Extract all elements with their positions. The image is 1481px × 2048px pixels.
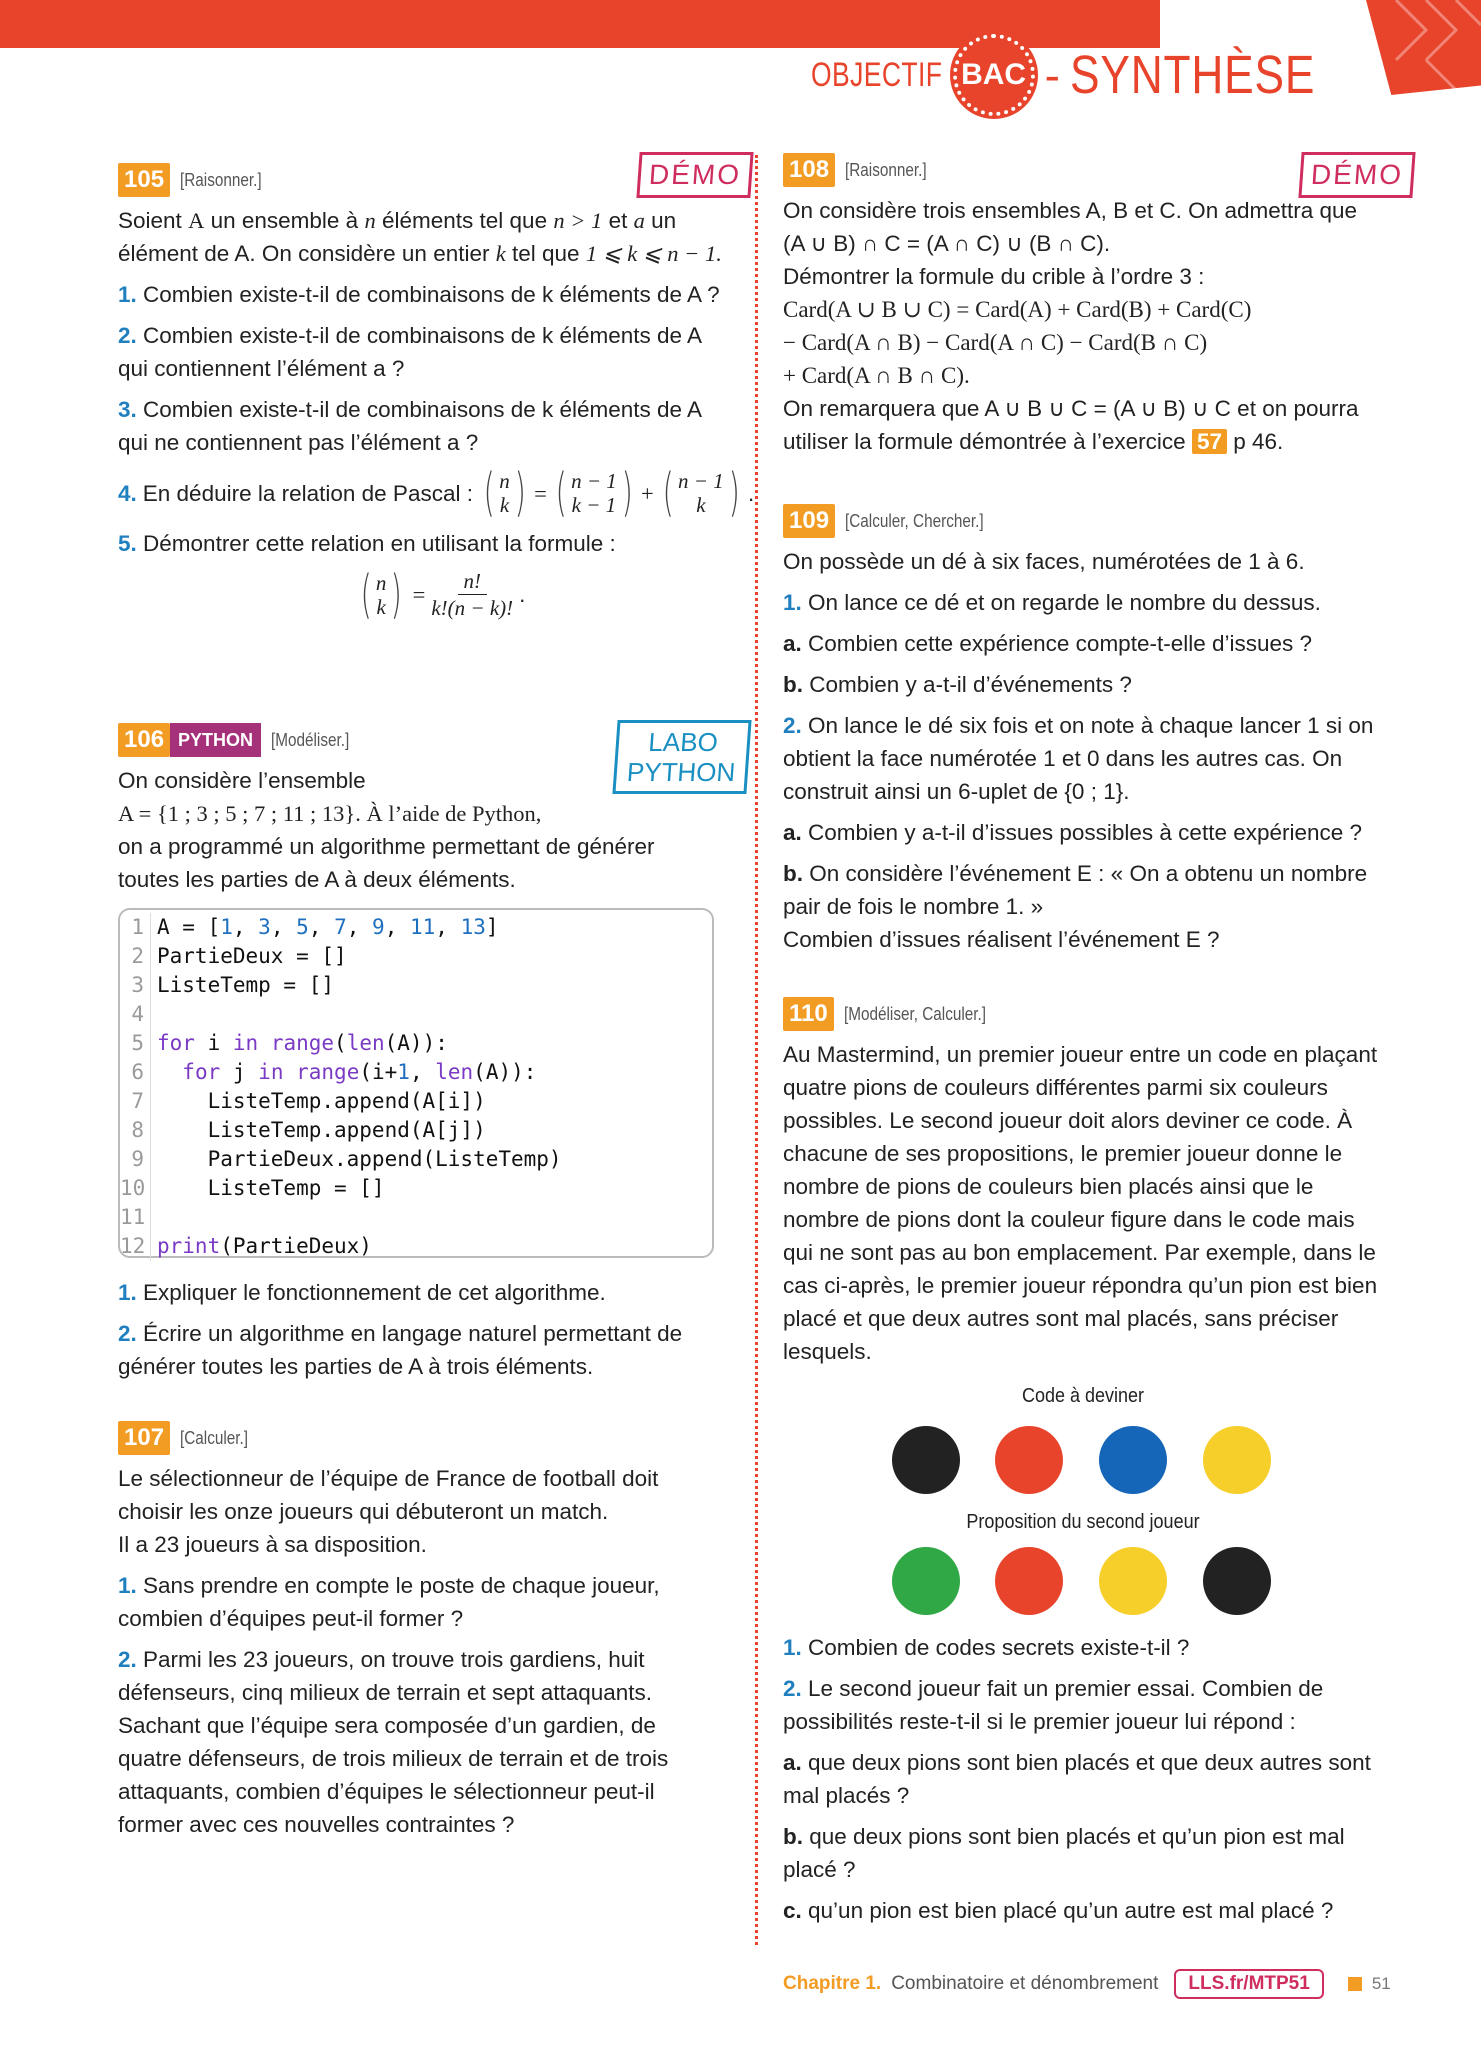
demo-badge: DÉMO [1298, 152, 1415, 198]
math: . [519, 582, 526, 607]
binomial: ( n − 1 k − 1 ) [555, 463, 633, 523]
exercise-text [118, 830, 718, 896]
exercise-intro [118, 764, 618, 797]
text: un ensemble à [210, 208, 359, 233]
question-2a [783, 1746, 1388, 1812]
math: k [495, 241, 506, 266]
question-1 [118, 278, 723, 311]
text: éléments tel que [381, 208, 548, 233]
numerator: n! [458, 568, 488, 595]
question-text: Démontrer cette relation en utilisant la formule : [143, 531, 616, 556]
question-2b [783, 1820, 1388, 1886]
proposal-caption: Proposition du second joueur [966, 1511, 1200, 1533]
question-number: 2. [118, 1321, 137, 1346]
question-letter: a. [783, 820, 802, 845]
question-letter: b. [783, 672, 803, 697]
code-block [118, 908, 714, 1258]
exercise-number: 108 [783, 153, 835, 187]
question-text: Combien cette expérience compte-t-elle d’issues ? [808, 631, 1313, 656]
code-line [120, 1000, 712, 1029]
question-2 [118, 1317, 718, 1383]
header-bac-badge: BAC [953, 34, 1035, 116]
proposal-peg [995, 1547, 1063, 1615]
exercise-header [118, 162, 723, 198]
math: = [534, 480, 547, 506]
question-text: On lance ce dé et on regarde le nombre du dessus. [808, 590, 1321, 615]
code-line [120, 1203, 712, 1232]
question-text: Combien existe-t-il de combinaisons de k éléments de A qui ne contiennent pas l’élément a ? [118, 397, 701, 455]
question-text: Combien existe-t-il de combinaisons de k éléments de A ? [143, 282, 720, 307]
question-number: 1. [783, 590, 802, 615]
question-1 [118, 1276, 718, 1309]
header-objectif: OBJECTIF [811, 55, 943, 94]
text: On considère l’ensemble [118, 768, 366, 793]
question-5 [118, 527, 723, 560]
question-2a [783, 816, 1393, 849]
code-peg [1203, 1426, 1271, 1494]
math: n > 1 [553, 208, 603, 233]
code-line [120, 1058, 712, 1087]
badge-line: PYTHON [625, 757, 737, 787]
math: n − 1 [678, 469, 724, 493]
code-line [120, 1029, 712, 1058]
exercise-intro [783, 545, 1393, 578]
question-number: 1. [118, 1280, 137, 1305]
code-text: PartieDeux.append(ListeTemp) [150, 1145, 562, 1174]
question-number: 2. [118, 323, 137, 348]
proposal-peg [1099, 1547, 1167, 1615]
footer-title: Combinatoire et dénombrement [891, 1973, 1159, 1994]
question-letter: b. [783, 1824, 803, 1849]
code-line [120, 942, 712, 971]
math: = [412, 582, 426, 607]
question-text: Écrire un algorithme en langage naturel permettant de générer toutes les parties de A à trois éléments. [118, 1321, 683, 1379]
text: On remarquera que A ∪ B ∪ C = (A ∪ B) ∪ C et on pourra utiliser la formule démontrée à l’exercice [783, 396, 1359, 454]
text: un élément de A. On considère un entier [118, 208, 677, 266]
exercise-109 [783, 503, 1393, 964]
header-dash: - [1044, 49, 1060, 101]
line-number: 10 [120, 1176, 146, 1200]
exercise-text [783, 260, 1383, 293]
text: Soient [118, 208, 182, 233]
exercise-set [118, 797, 718, 830]
footer-chapter: Chapitre 1. [783, 1973, 882, 1994]
question-2 [783, 709, 1393, 808]
code-line [120, 1116, 712, 1145]
labo-python-badge [612, 720, 752, 794]
code-peg [995, 1426, 1063, 1494]
question-number: 5. [118, 531, 137, 556]
question-letter: c. [783, 1898, 802, 1923]
code-text: for j in range(i+1, len(A)): [150, 1058, 536, 1087]
question-letter: a. [783, 631, 802, 656]
line-number: 9 [131, 1147, 144, 1171]
page-footer [783, 1964, 1391, 2004]
math: n − 1 [571, 469, 617, 493]
code-peg [1099, 1426, 1167, 1494]
question-text: Expliquer le fonctionnement de cet algorithme. [143, 1280, 606, 1305]
code-text: PartieDeux = [] [150, 942, 347, 971]
exercise-skill: [Modéliser.] [271, 729, 350, 750]
math: . [748, 480, 755, 506]
exercise-skill: [Calculer, Chercher.] [845, 510, 984, 531]
question-text: que deux pions sont bien placés et qu’un pion est mal placé ? [783, 1824, 1345, 1882]
math: 1 ⩽ k ⩽ n − 1. [585, 241, 722, 266]
page-number: 51 [1371, 1974, 1391, 1993]
footer-square-icon [1348, 1977, 1362, 1991]
question-4 [118, 463, 755, 523]
question-text: qu’un pion est bien placé qu’un autre est mal placé ? [808, 1898, 1334, 1923]
math: k [376, 594, 386, 619]
exercise-text [118, 1528, 718, 1561]
code-line [120, 1232, 712, 1261]
exercise-107 [118, 1420, 718, 1849]
question-number: 1. [118, 282, 137, 307]
exercise-number: 110 [783, 997, 834, 1031]
binomial: ( n k ) [483, 463, 526, 523]
line-number: 6 [131, 1060, 144, 1084]
line-number: 2 [131, 944, 144, 968]
exercise-intro [783, 1038, 1388, 1368]
code-line [120, 1174, 712, 1203]
code-text: print(PartieDeux) [150, 1232, 372, 1261]
text: Démontrer la formule du crible à l’ordre 3 : [783, 264, 1205, 289]
code-line [120, 1145, 712, 1174]
question-text: On considère l’événement E : « On a obtenu un nombre pair de fois le nombre 1. » [783, 861, 1368, 919]
question-text: On lance le dé six fois et on note à chaque lancer 1 si on obtient la face numérotée 1 et 0 dans les autres cas. On construit ainsi un 6-uplet de {0 ; 1}. [783, 713, 1374, 804]
question-3 [118, 393, 723, 459]
question-text: Sans prendre en compte le poste de chaque joueur, combien d’équipes peut-il former ? [118, 1573, 660, 1631]
exercise-108 [783, 152, 1383, 466]
exercise-header [118, 1420, 718, 1456]
text: on a programmé un algorithme permettant de générer toutes les parties de A à deux éléments. [118, 834, 655, 892]
math: k [696, 493, 706, 517]
exercise-intro [783, 194, 1383, 260]
exercise-110-questions [783, 1631, 1388, 1935]
footer-link[interactable]: LLS.fr/MTP51 [1174, 1969, 1323, 1999]
exercise-skill: [Calculer.] [180, 1427, 249, 1448]
question-number: 2. [783, 713, 802, 738]
formula-line: − Card(A ∩ B) − Card(A ∩ C) − Card(B ∩ C) [783, 330, 1208, 355]
question-text: En déduire la relation de Pascal : [142, 480, 473, 506]
text: tel que [512, 241, 580, 266]
text: On considère trois ensembles A, B et C. On admettra que (A ∪ B) ∩ C = (A ∩ C) ∪ (B ∩ C). [783, 198, 1358, 256]
column-divider [755, 155, 758, 1945]
math: k [499, 493, 510, 517]
question-2c [783, 1894, 1388, 1927]
question-1 [783, 1631, 1388, 1664]
corner-pattern-icon [1366, 0, 1481, 95]
exercise-number: 107 [118, 1421, 170, 1455]
exercise-skill: [Raisonner.] [845, 159, 927, 180]
code-text: ListeTemp = [] [150, 971, 334, 1000]
line-number: 12 [120, 1234, 146, 1258]
text: p 46. [1233, 429, 1284, 454]
exercise-skill: [Modéliser, Calculer.] [843, 1003, 986, 1024]
badge-line: LABO [647, 727, 719, 757]
binomial: ( n − 1 k ) [662, 463, 740, 523]
text: Le sélectionneur de l’équipe de France de football doit choisir les onze joueurs qui débuteront un match. [118, 1466, 659, 1524]
math: k − 1 [571, 493, 617, 517]
question-2 [783, 1672, 1388, 1738]
exercise-intro [118, 204, 723, 270]
proposal-peg [892, 1547, 960, 1615]
code-text [150, 1203, 157, 1232]
sieve-formula [783, 293, 1383, 392]
question-number: 2. [118, 1647, 137, 1672]
question-text: Le second joueur fait un premier essai. Combien de possibilités reste-t-il si le premier joueur lui répond : [783, 1676, 1324, 1734]
question-text: Combien de codes secrets existe-t-il ? [808, 1635, 1190, 1660]
exercise-105 [118, 162, 755, 625]
code-text: ListeTemp.append(A[i]) [150, 1087, 486, 1116]
formula-line: Card(A ∪ B ∪ C) = Card(A) + Card(B) + Card(C) [783, 297, 1252, 322]
line-number: 3 [131, 973, 144, 997]
code-text: A = [1, 3, 5, 7, 9, 11, 13] [150, 913, 499, 942]
code-line [120, 971, 712, 1000]
denominator: k!(n − k)! [431, 596, 514, 620]
math: + [641, 480, 654, 506]
exercise-110 [783, 996, 1388, 1376]
text: A = {1 ; 3 ; 5 ; 7 ; 11 ; 13}. À l’aide de Python, [118, 801, 542, 826]
code-text: ListeTemp.append(A[j]) [150, 1116, 486, 1145]
exercise-reference[interactable]: 57 [1192, 429, 1227, 454]
exercise-skill: [Raisonner.] [180, 169, 262, 190]
exercise-header [783, 152, 1383, 188]
text: Il a 23 joueurs à sa disposition. [118, 1532, 427, 1557]
exercise-intro [118, 1462, 718, 1528]
question-1 [783, 586, 1393, 619]
code-caption: Code à deviner [1021, 1385, 1145, 1407]
line-number: 5 [131, 1031, 144, 1055]
math: A [188, 208, 205, 233]
code-line [120, 1087, 712, 1116]
exercise-number: 106 [118, 723, 170, 757]
exercise-header [783, 503, 1393, 539]
line-number: 7 [131, 1089, 144, 1113]
code-text: ListeTemp = [] [150, 1174, 385, 1203]
question-number: 4. [118, 480, 137, 506]
code-text: for i in range(len(A)): [150, 1029, 448, 1058]
question-2b-followup [783, 923, 1393, 956]
factorial-formula [158, 564, 723, 625]
question-number: 3. [118, 397, 137, 422]
question-text: Combien y a-t-il d’issues possibles à cette expérience ? [808, 820, 1363, 845]
code-line [120, 913, 712, 942]
math: n [375, 570, 387, 595]
formula-line: + Card(A ∩ B ∩ C). [783, 363, 970, 388]
exercise-number: 105 [118, 163, 170, 197]
line-number: 1 [131, 915, 144, 939]
question-1b [783, 668, 1393, 701]
question-text: Parmi les 23 joueurs, on trouve trois gardiens, huit défenseurs, cinq milieux de terrain et sept attaquants. Sachant que l’équipe sera composée d’un gardien, de quatre défenseurs, de trois milieux de terrain et de trois attaquants, combien d’équipes le sélectionneur peut-il former avec ces nouvelles contraintes ? [118, 1647, 669, 1837]
question-2 [118, 319, 723, 385]
section-header [774, 30, 1369, 120]
question-letter: b. [783, 861, 803, 886]
python-badge: PYTHON [170, 723, 261, 757]
question-number: 2. [783, 1676, 802, 1701]
question-text: Combien y a-t-il d’événements ? [809, 672, 1132, 697]
question-letter: a. [783, 1750, 802, 1775]
proposal-peg [1203, 1547, 1271, 1615]
text: On possède un dé à six faces, numérotées de 1 à 6. [783, 549, 1305, 574]
header-synthese: SYNTHÈSE [1069, 45, 1316, 105]
text: Au Mastermind, un premier joueur entre un code en plaçant quatre pions de couleurs différentes parmi six couleurs possibles. Le second joueur doit alors deviner ce code. À chacune de ses propositions, le premier joueur donne le nombre de pions de couleurs bien placés ainsi que le nombre de pions dont la couleur figure dans le code mais qui ne sont pas au bon emplacement. Par exemple, dans le cas ci-après, le premier joueur répondra qu’un pion est bien placé et que deux autres sont mal placés, sans préciser lesquels. [783, 1042, 1378, 1364]
exercise-106-questions [118, 1276, 718, 1391]
line-number: 11 [120, 1205, 146, 1229]
code-peg [892, 1426, 960, 1494]
question-2 [118, 1643, 718, 1841]
question-text: que deux pions sont bien placés et que deux autres sont mal placés ? [783, 1750, 1371, 1808]
question-text: Combien d’issues réalisent l’événement E ? [783, 927, 1220, 952]
code-text [150, 1000, 157, 1029]
question-1a [783, 627, 1393, 660]
line-number: 8 [131, 1118, 144, 1142]
binomial: ( n k ) [360, 564, 403, 625]
question-text: Combien existe-t-il de combinaisons de k éléments de A qui contiennent l’élément a ? [118, 323, 701, 381]
text: et [608, 208, 628, 233]
question-number: 1. [118, 1573, 137, 1598]
question-number: 1. [783, 1635, 802, 1660]
exercise-number: 109 [783, 504, 835, 538]
math: a [633, 208, 645, 233]
fraction [431, 568, 513, 621]
pascal-formula [479, 463, 755, 523]
question-1 [118, 1569, 718, 1635]
math: n [364, 208, 376, 233]
demo-badge: DÉMO [636, 152, 753, 198]
line-number: 4 [131, 1002, 144, 1026]
math: n [499, 469, 510, 493]
exercise-hint [783, 392, 1383, 458]
exercise-header [783, 996, 1388, 1032]
question-2b [783, 857, 1393, 923]
